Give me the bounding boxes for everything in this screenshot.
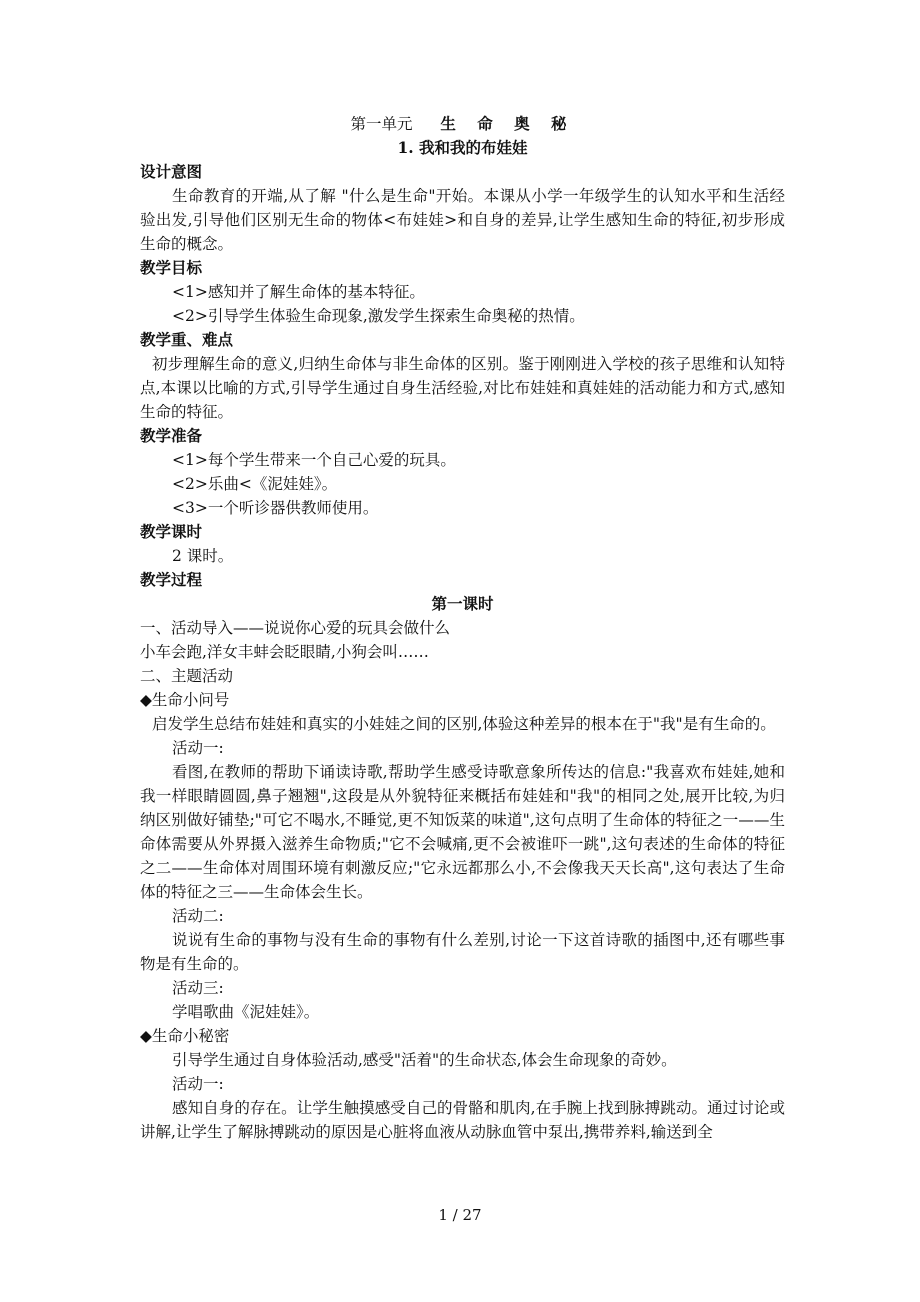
hours-heading: 教学课时	[140, 522, 203, 541]
key-heading: 教学重、难点	[140, 330, 234, 349]
prep-item-1: <1>每个学生带来一个自己心爱的玩具。	[172, 451, 456, 469]
process-heading: 教学过程	[140, 570, 203, 589]
design-heading: 设计意图	[140, 162, 203, 181]
secret-heading: ◆生命小秘密	[140, 1027, 230, 1045]
secret-text: 引导学生通过自身体验活动,感受"活着"的生命状态,体会生命现象的奇妙。	[172, 1051, 677, 1069]
design-text: 生命教育的开端,从了解 "什么是生命"开始。本课从小学一年级学生的认知水平和生活经验出发,引导他们区别无生命的物体<布娃娃>和自身的差异,让学生感知生命的特征,初步形成生命的概念。	[140, 187, 785, 253]
hours-text: 2 课时。	[172, 547, 234, 565]
goal-item-1: <1>感知并了解生命体的基本特征。	[172, 283, 425, 301]
activity-2-label: 活动二:	[172, 907, 224, 925]
activity-4-text: 感知自身的存在。让学生触摸感受自己的骨骼和肌肉,在手腕上找到脉搏跳动。通过讨论或讲解,让学生了解脉搏跳动的原因是心脏将血液从动脉血管中泵出,携带养料,输送到全	[140, 1099, 785, 1141]
question-text: 启发学生总结布娃娃和真实的小娃娃之间的区别,体验这种差异的根本在于"我"是有生命的。	[152, 715, 776, 733]
prep-item-3: <3>一个听诊器供教师使用。	[172, 499, 379, 517]
lesson-title: 1. 我和我的布娃娃	[397, 138, 528, 157]
activity-4-label: 活动一:	[172, 1075, 224, 1093]
goal-item-2: <2>引导学生体验生命现象,激发学生探索生命奥秘的热情。	[172, 307, 585, 325]
activity-1-label: 活动一:	[172, 739, 224, 757]
page-number: 1 / 27	[438, 1206, 482, 1224]
prep-item-2: <2>乐曲<《泥娃娃》。	[172, 475, 338, 493]
key-text: 初步理解生命的意义,归纳生命体与非生命体的区别。鉴于刚刚进入学校的孩子思维和认知特点,本课以比喻的方式,引导学生通过自身生活经验,对比布娃娃和真娃娃的活动能力和方式,感知生命的特征。	[140, 355, 785, 421]
activity-3-text: 学唱歌曲《泥娃娃》。	[172, 1003, 320, 1021]
activity-1-text: 看图,在教师的帮助下诵读诗歌,帮助学生感受诗歌意象所传达的信息:"我喜欢布娃娃,她和我一样眼睛圆圆,鼻子翘翘",这段是从外貌特征来概括布娃娃和"我"的相同之处,展开比较,为归纳区别做好铺垫;"可它不喝水,不睡觉,更不知饭菜的味道",这句点明了生命体的特征之一——生命体需要从外界摄入滋养生命物质;"它不会喊痛,更不会被谁吓一跳",这句表述的生命体的特征之二——生命体对周围环境有刺激反应;"它永远都那么小,不会像我天天长高",这句表达了生命体的特征之三——生命体会生长。	[140, 763, 785, 901]
intro-text: 小车会跑,洋女丰蚌会眨眼睛,小狗会叫……	[140, 643, 429, 661]
unit-name: 生 命 奥 秘	[440, 114, 575, 133]
unit-label: 第一单元	[350, 115, 413, 133]
question-heading: ◆生命小问号	[140, 691, 230, 709]
unit-title	[140, 112, 785, 136]
goals-heading: 教学目标	[140, 258, 203, 277]
activity-3-label: 活动三:	[172, 979, 224, 997]
intro-heading: 一、活动导入——说说你心爱的玩具会做什么	[140, 619, 451, 637]
theme-heading: 二、主题活动	[140, 667, 234, 685]
period-title: 第一课时	[431, 594, 494, 613]
document-body	[140, 112, 785, 1144]
prep-heading: 教学准备	[140, 426, 203, 445]
activity-2-text: 说说有生命的事物与没有生命的事物有什么差别,讨论一下这首诗歌的插图中,还有哪些事物是有生命的。	[140, 931, 785, 973]
